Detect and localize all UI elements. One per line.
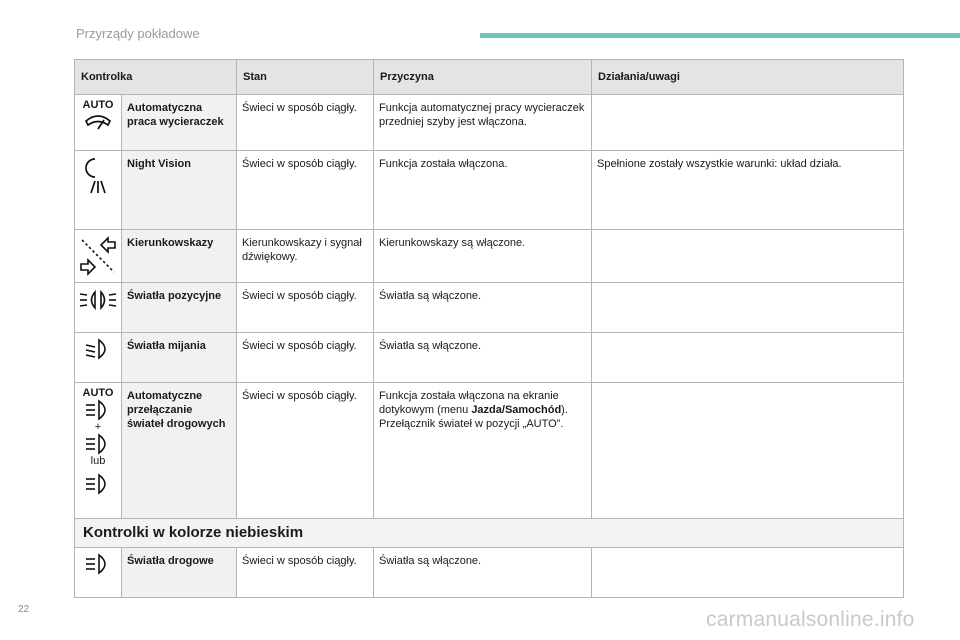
plus-sign: + [94, 421, 102, 433]
table-row [75, 151, 904, 230]
icon-cell [75, 383, 122, 519]
icon-cell [75, 333, 122, 383]
table-row [75, 383, 904, 519]
row-action: Spełnione zostały wszystkie warunki: układ działa. [592, 151, 904, 230]
section-title: Kontrolki w kolorze niebieskim [75, 519, 904, 548]
row-state: Świeci w sposób ciągły. [237, 548, 374, 598]
auto-label: AUTO [82, 387, 114, 399]
row-cause: Kierunkowskazy są włączone. [374, 230, 592, 283]
header-kontrolka: Kontrolka [75, 60, 237, 95]
page-number: 22 [18, 604, 30, 615]
row-state: Świeci w sposób ciągły. [237, 283, 374, 333]
section-header-row [75, 519, 904, 548]
row-name: Night Vision [122, 151, 237, 230]
cause-switch-text: Przełącznik świateł w pozycji „AUTO”. [379, 418, 564, 430]
main-beam-icon [83, 552, 113, 576]
table-row [75, 95, 904, 151]
table-header-row [75, 60, 904, 95]
cause-menu-name: Jazda/Samochód [471, 404, 562, 416]
row-name: Światła pozycyjne [122, 283, 237, 333]
row-cause: Funkcja automatycznej pracy wycieraczek przedniej szyby jest włączona. [374, 95, 592, 151]
icon-cell [75, 230, 122, 283]
icon-cell [75, 283, 122, 333]
row-state: Świeci w sposób ciągły. [237, 383, 374, 519]
icon-cell [75, 548, 122, 598]
warning-lights-table [74, 59, 904, 598]
night-vision-icon [81, 155, 115, 197]
row-action [592, 95, 904, 151]
row-state: Świeci w sposób ciągły. [237, 151, 374, 230]
row-state: Kierunkowskazy i sygnał dźwiękowy. [237, 230, 374, 283]
row-state: Świeci w sposób ciągły. [237, 95, 374, 151]
row-action [592, 333, 904, 383]
row-action [592, 548, 904, 598]
row-cause: Światła są włączone. [374, 333, 592, 383]
row-cause [374, 383, 592, 519]
headlamp-icon [83, 399, 113, 421]
row-name: Automatyczne przełączanie świateł drogowych [122, 383, 237, 519]
row-name: Światła drogowe [122, 548, 237, 598]
row-cause: Światła są włączone. [374, 548, 592, 598]
header-przyczyna: Przyczyna [374, 60, 592, 95]
page-header-title: Przyrządy pokładowe [76, 26, 200, 41]
headlamp-icon [83, 433, 113, 455]
header-stan: Stan [237, 60, 374, 95]
row-name: Światła mijania [122, 333, 237, 383]
row-cause: Światła są włączone. [374, 283, 592, 333]
watermark: carmanualsonline.info [706, 608, 915, 631]
icon-cell [75, 95, 122, 151]
header-dzialania: Działania/uwagi [592, 60, 904, 95]
row-action [592, 230, 904, 283]
row-state: Świeci w sposób ciągły. [237, 333, 374, 383]
turn-signals-icon [78, 234, 118, 278]
dipped-beam-icon [83, 337, 113, 361]
table-row [75, 333, 904, 383]
auto-label: AUTO [82, 99, 114, 111]
or-label: lub [90, 455, 106, 467]
table-row [75, 283, 904, 333]
table-row [75, 230, 904, 283]
row-action [592, 283, 904, 333]
position-lights-icon [78, 287, 118, 313]
cause-text-end: ). [561, 404, 568, 416]
row-name: Kierunkowskazy [122, 230, 237, 283]
cause-text: Funkcja została włączona na ekranie dotykowym (menu [379, 390, 559, 416]
auto-wiper-icon [83, 111, 113, 133]
auto-high-beam-icon [83, 473, 113, 495]
row-action [592, 383, 904, 519]
icon-cell [75, 151, 122, 230]
table-row [75, 548, 904, 598]
row-name: Automatyczna praca wycieraczek [122, 95, 237, 151]
row-cause: Funkcja została włączona. [374, 151, 592, 230]
header-accent-bar [480, 33, 960, 38]
